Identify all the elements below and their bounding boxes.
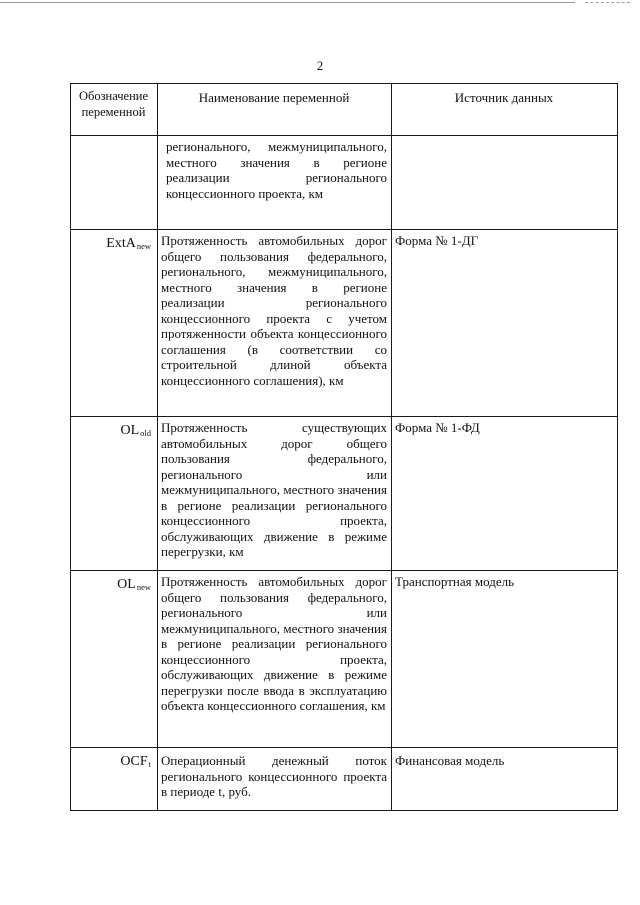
continuation-var-cell [71, 136, 158, 230]
variable-symbol [71, 230, 158, 417]
header-source: Источник данных [392, 84, 618, 136]
variable-symbol [71, 417, 158, 571]
table-header-row [71, 84, 618, 136]
scan-top-border [0, 2, 575, 3]
variables-table [70, 83, 618, 811]
variable-main: OCF [120, 754, 148, 769]
variable-subscript: t [148, 759, 151, 769]
table-row [71, 417, 618, 571]
variable-subscript: old [140, 428, 151, 438]
variable-name: Протяженность автомобильных дорог общего пользования федерального, регионального или межмуниципального, местного значения в регионе реализации регионального концессионного проекта, обслуживающих движение в режиме перегрузки после ввода в эксплуатацию объекта концессионного соглашения, км [158, 571, 392, 748]
variable-subscript: new [136, 582, 151, 592]
variable-symbol [71, 748, 158, 811]
header-variable: Обозначение переменной [71, 84, 158, 136]
page-number: 2 [316, 58, 324, 73]
variable-source: Форма № 1-ДГ [392, 230, 618, 417]
variable-name: Протяженность автомобильных дорог общего пользования федерального, регионального, межмуниципального, местного значения в регионе реализации регионального концессионного проекта с учетом протяженности объекта концессионного соглашения (в соответствии со строительной длиной объекта концессионного соглашения), км [158, 230, 392, 417]
variable-name: Операционный денежный поток регионального концессионного проекта в периоде t, руб. [158, 748, 392, 811]
continuation-source-cell [392, 136, 618, 230]
variable-source: Транспортная модель [392, 571, 618, 748]
table-row [71, 230, 618, 417]
table-row [71, 571, 618, 748]
table-row-continuation [71, 136, 618, 230]
variable-symbol [71, 571, 158, 748]
variable-main: OL [120, 423, 140, 438]
variable-main: ExtA [106, 236, 136, 251]
variable-main: OL [117, 577, 136, 592]
header-name: Наименование переменной [158, 84, 392, 136]
variable-name: Протяженность существующих автомобильных дорог общего пользования федерального, регионального или межмуниципального, местного значения в регионе реализации регионального концессионного проекта, обслуживающих движение в режиме перегрузки, км [158, 417, 392, 571]
continuation-name-cell: регионального, межмуниципального, местного значения в регионе реализации регионального концессионного проекта, км [158, 136, 392, 230]
variable-source: Форма № 1-ФД [392, 417, 618, 571]
variable-subscript: new [136, 241, 151, 251]
scan-top-border-dash [585, 2, 630, 3]
table-row [71, 748, 618, 811]
variable-source: Финансовая модель [392, 748, 618, 811]
